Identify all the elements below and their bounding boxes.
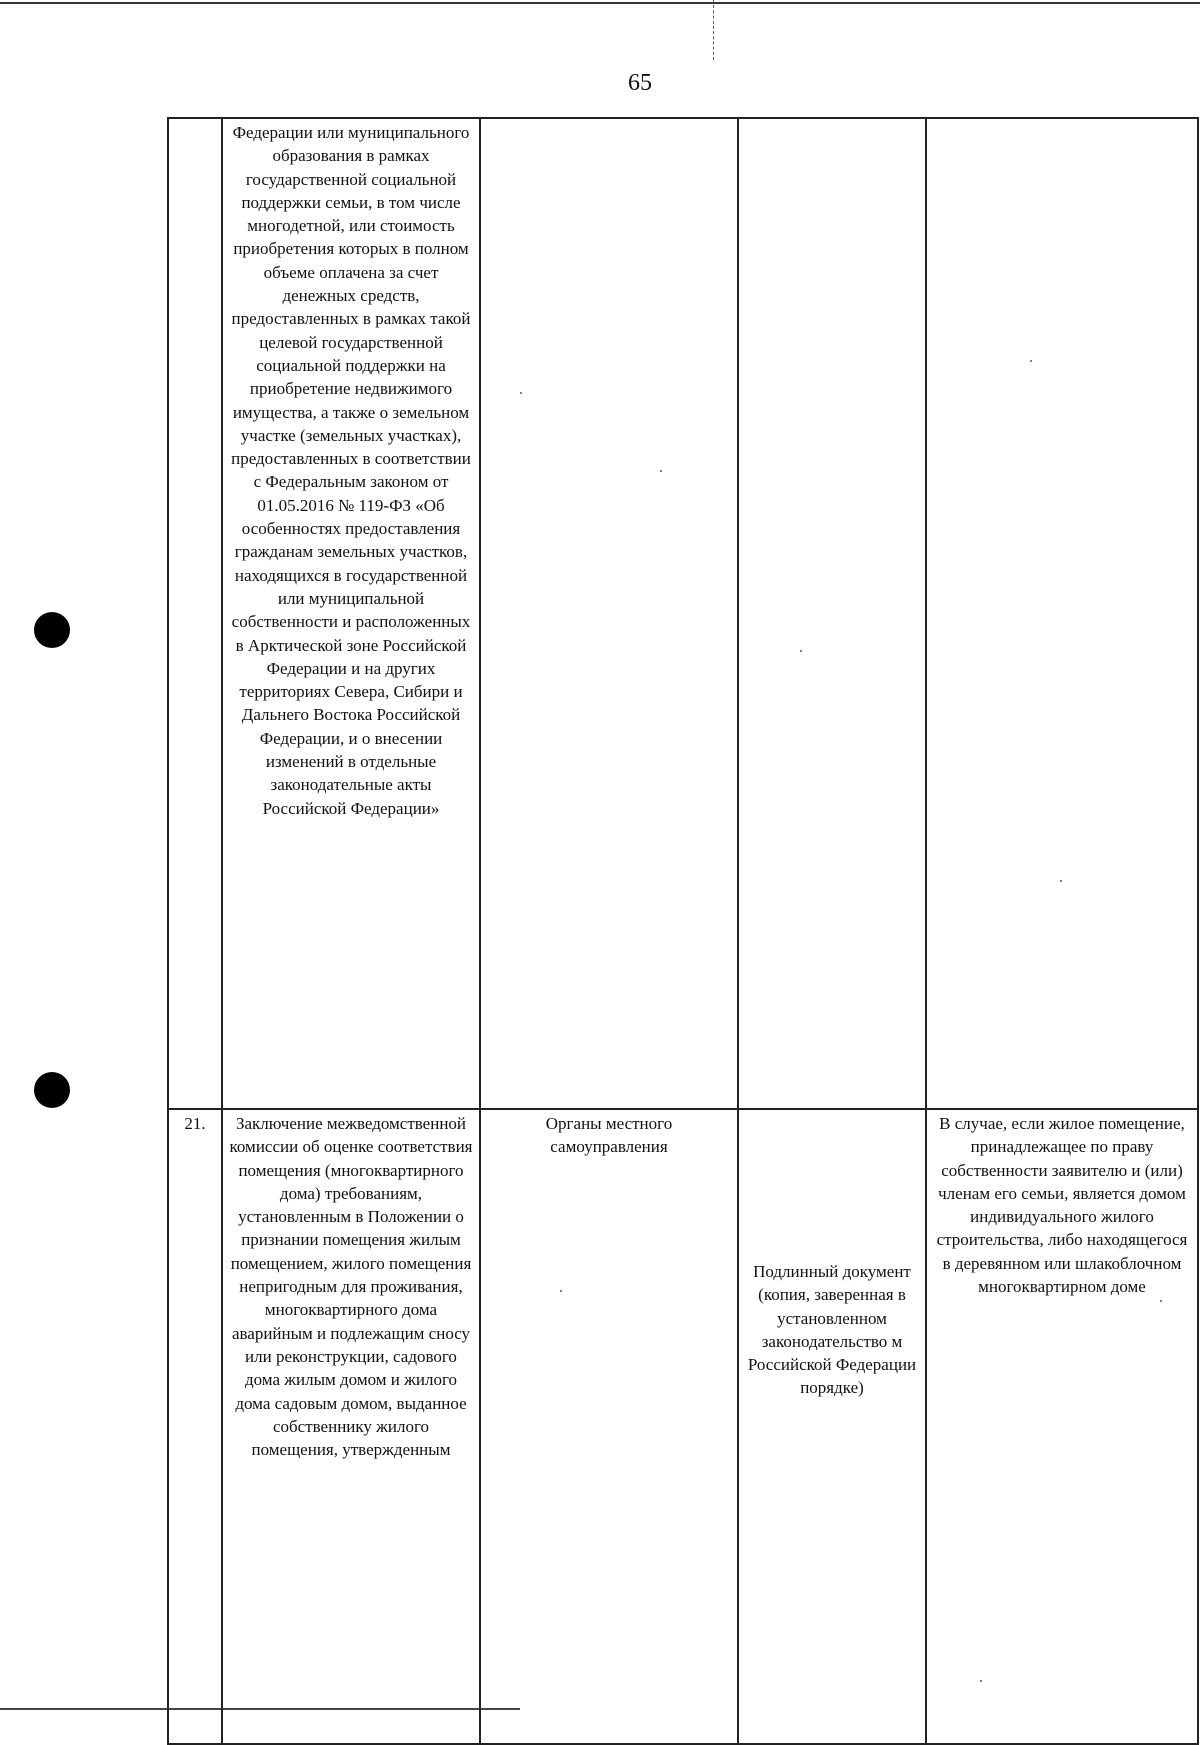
table-row bbox=[168, 118, 1198, 1109]
condition-cell bbox=[926, 118, 1198, 1109]
row-number: 21. bbox=[168, 1109, 222, 1744]
scan-speck bbox=[560, 1290, 562, 1292]
punch-hole-upper bbox=[34, 612, 70, 648]
scan-speck bbox=[520, 392, 522, 394]
issuing-body-cell bbox=[480, 118, 738, 1109]
scan-speck bbox=[660, 470, 662, 472]
scan-speck bbox=[1160, 1300, 1162, 1302]
scan-speck bbox=[1060, 880, 1062, 882]
document-name-cell: Федерации или муниципального образования в рамках государственной социальной поддержки семьи, в том числе многодетной, или стоимость приобретения которых в полном объеме оплачена за счет денежных средств, предоставленных в рамках такой целевой государственной социальной поддержки на приобретение недвижимого имущества, а также о земельном участке (земельных участках), предоставленных в соответствии с Федеральным законом от 01.05.2016 № 119-ФЗ «Об особенностях предоставления гражданам земельных участков, находящихся в государственной или муниципальной собственности и расположенных в Арктической зоне Российской Федерации и на других территориях Севера, Сибири и Дальнего Востока Российской Федерации, и о внесении изменений в отдельные законодательные акты Российской Федерации» bbox=[222, 118, 480, 1109]
documents-table bbox=[167, 117, 1199, 1745]
condition-cell: В случае, если жилое помещение, принадлежащее по праву собственности заявителю и (или) членам его семьи, является домом индивидуального жилого строительства, либо находящегося в деревянном или шлакоблочном многоквартирном доме bbox=[926, 1109, 1198, 1744]
document-name-cell: Заключение межведомственной комиссии об оценке соответствия помещения (многоквартирного дома) требованиям, установленным в Положении о признании помещения жилым помещением, жилого помещения непригодным для проживания, многоквартирного дома аварийным и подлежащим сносу или реконструкции, садового дома жилым домом и жилого дома садовым домом, выданное собственнику жилого помещения, утвержденным bbox=[222, 1109, 480, 1744]
scan-edge-top bbox=[0, 2, 1200, 4]
row-number bbox=[168, 118, 222, 1109]
scan-speck bbox=[800, 650, 802, 652]
page-number: 65 bbox=[628, 70, 652, 96]
scan-fold-mark bbox=[713, 0, 715, 60]
document-form-cell bbox=[738, 118, 926, 1109]
scan-speck bbox=[980, 1680, 982, 1682]
issuing-body-cell: Органы местного самоуправления bbox=[480, 1109, 738, 1744]
scan-speck bbox=[1030, 360, 1032, 362]
punch-hole-lower bbox=[34, 1072, 70, 1108]
document-form-cell: Подлинный документ (копия, заверенная в установленном законодательство м Российской Федерации порядке) bbox=[738, 1109, 926, 1744]
table-row bbox=[168, 1109, 1198, 1744]
